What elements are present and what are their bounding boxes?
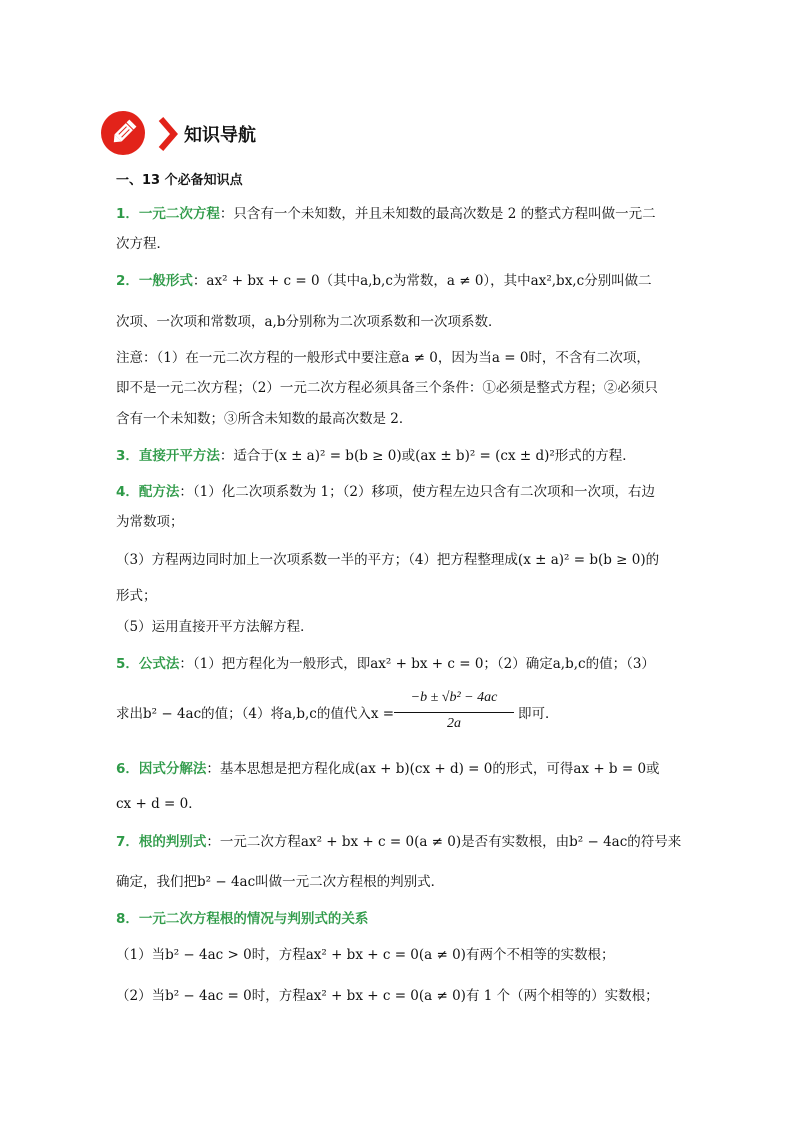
item-text: ：一元二次方程ax² + bx + c = 0(a ≠ 0)是否有实数根，由b² − 4ac的符号来 [206, 834, 682, 850]
item-term: 一元二次方程 [138, 206, 220, 222]
item-3 [116, 447, 636, 465]
item-number: 6． [116, 761, 139, 777]
item-text: ：ax² + bx + c = 0（其中a,b,c为常数，a ≠ 0），其中ax²,bx,c分别叫做二 [192, 273, 652, 289]
item-text: ：（1）化二次项系数为 1；（2）移项，使方程左边只含有二次项和一次项，右边 [179, 484, 655, 500]
text-line: cx + d = 0． [116, 796, 202, 812]
item-2 [116, 272, 652, 290]
item-number: 3． [116, 448, 139, 464]
text-line: （5）运用直接开平方法解方程． [116, 619, 314, 635]
text-line-b: 即可． [518, 706, 559, 722]
item-number: 1． [116, 206, 139, 222]
page-title: 知识导航 [184, 125, 256, 146]
item-term: 因式分解法 [138, 761, 207, 777]
item-number: 5． [116, 656, 139, 672]
item-term: 公式法 [138, 656, 180, 672]
text-line: 次方程． [116, 236, 170, 252]
item-1 [116, 205, 656, 223]
pencil-badge-icon [101, 111, 145, 155]
item-term: 一般形式 [138, 273, 193, 289]
item-term: 根的判别式 [138, 834, 207, 850]
text-line: 次项、一次项和常数项，a,b分别称为二次项系数和一次项系数． [116, 314, 502, 330]
text-line: 为常数项； [116, 514, 184, 530]
fraction-denominator: 2a [447, 716, 461, 731]
note-line: 注意：（1）在一元二次方程的一般形式中要注意a ≠ 0，因为当a = 0时，不含有二次项， [116, 350, 650, 366]
text-line: （1）当b² − 4ac > 0时，方程ax² + bx + c = 0(a ≠ 0)有两个不相等的实数根； [116, 947, 615, 963]
item-8-heading: 8．一元二次方程根的情况与判别式的关系 [116, 911, 369, 927]
item-6 [116, 760, 660, 778]
text-line: （2）当b² − 4ac = 0时，方程ax² + bx + c = 0(a ≠ 0)有 1 个（两个相等的）实数根； [116, 988, 659, 1004]
note-line: 含有一个未知数；③所含未知数的最高次数是 2． [116, 411, 413, 427]
item-text: ：适合于(x ± a)² = b(b ≥ 0)或(ax ± b)² = (cx ± d)²形式的方程． [219, 448, 636, 464]
text-line: 确定，我们把b² − 4ac叫做一元二次方程根的判别式． [116, 874, 445, 890]
section-header [101, 111, 501, 159]
item-number: 7． [116, 834, 139, 850]
item-text: ：只含有一个未知数，并且未知数的最高次数是 2 的整式方程叫做一元二 [219, 206, 656, 222]
text-line: （3）方程两边同时加上一次项系数一半的平方；（4）把方程整理成(x ± a)² = b(b ≥ 0)的 [116, 552, 660, 568]
item-text: ：基本思想是把方程化成(ax + b)(cx + d) = 0的形式，可得ax + b = 0或 [206, 761, 660, 777]
fraction-numerator: −b ± √b² − 4ac [410, 690, 498, 705]
item-text: ：（1）把方程化为一般形式，即ax² + bx + c = 0；（2）确定a,b,c的值；（3） [179, 656, 655, 672]
item-term: 配方法 [138, 484, 180, 500]
item-5 [116, 655, 655, 673]
chevron-right-icon [157, 115, 179, 153]
item-number: 2． [116, 273, 139, 289]
text-line-a: 求出b² − 4ac的值；（4）将a,b,c的值代入x = [116, 706, 395, 722]
item-4 [116, 483, 655, 501]
quadratic-formula-fraction [392, 690, 516, 736]
fraction-bar [394, 712, 514, 713]
item-number: 4． [116, 484, 139, 500]
item-term: 直接开平方法 [138, 448, 220, 464]
note-line: 即不是一元二次方程；（2）一元二次方程必须具备三个条件：①必须是整式方程；②必须只 [116, 380, 658, 396]
text-line: 形式； [116, 588, 157, 604]
item-7 [116, 833, 681, 851]
subheading: 一、13 个必备知识点 [116, 173, 243, 188]
